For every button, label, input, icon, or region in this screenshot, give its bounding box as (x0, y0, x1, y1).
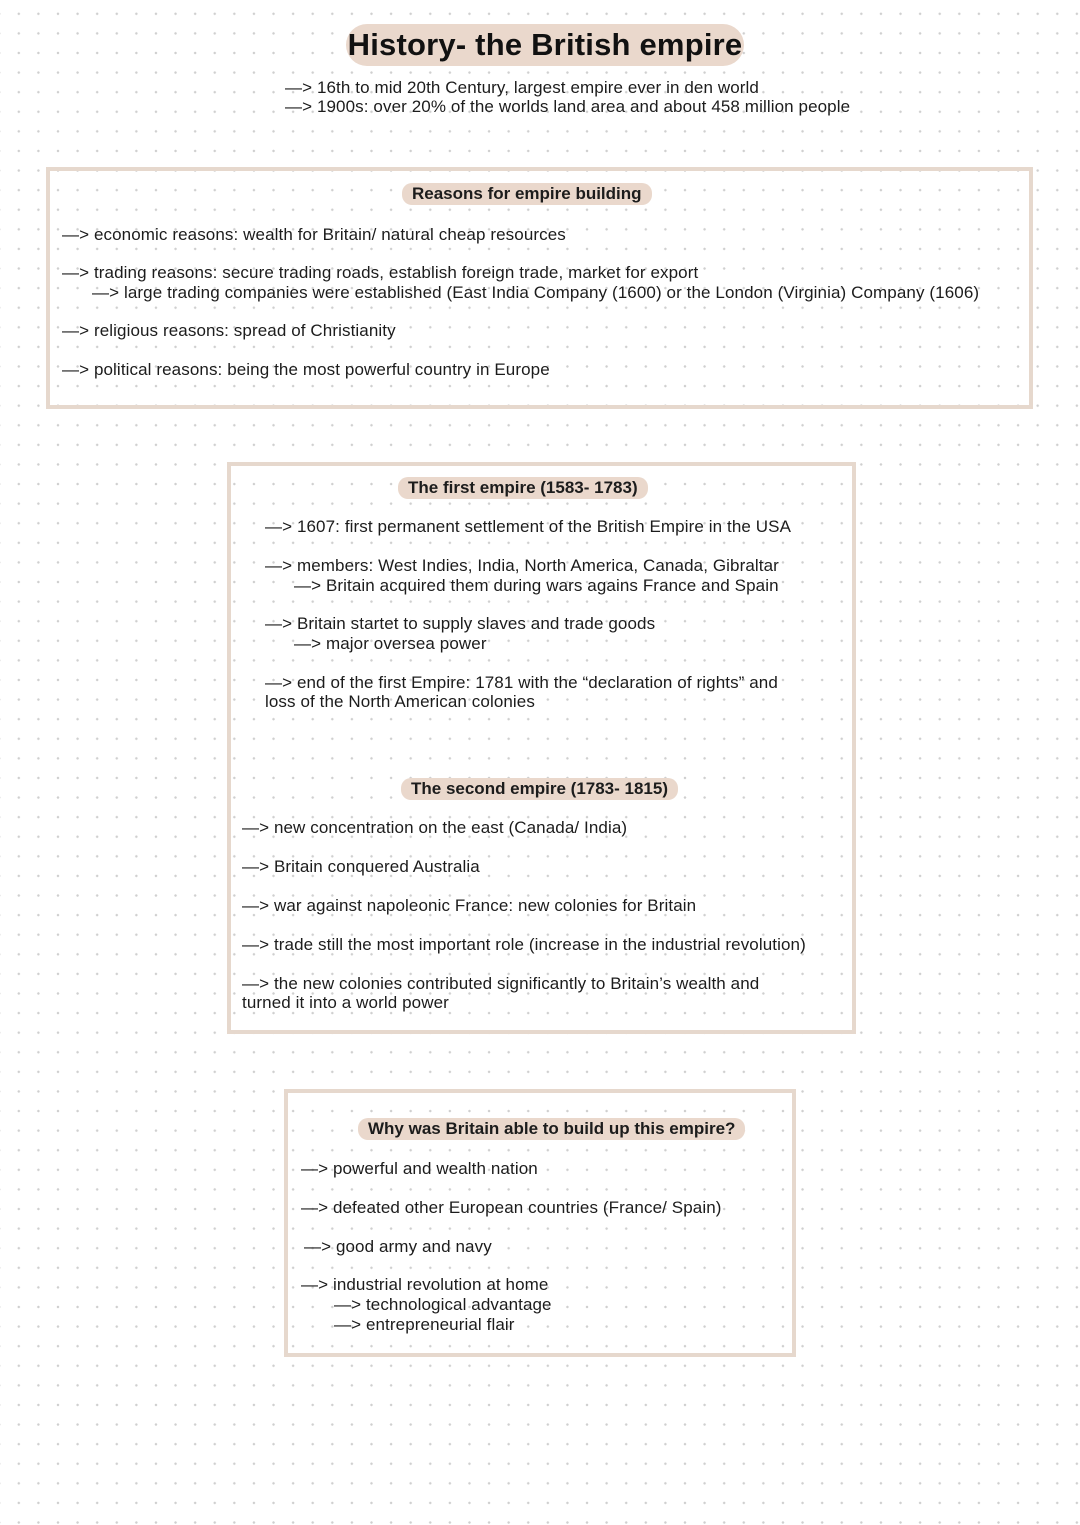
why-line: —> entrepreneurial flair (334, 1315, 515, 1334)
reasons-heading-wrap (402, 183, 652, 205)
reasons-line: —> trading reasons: secure trading roads, establish foreign trade, market for export (62, 263, 699, 282)
why-line: —> good army and navy (304, 1237, 492, 1256)
first-empire-line: —> 1607: first permanent settlement of the British Empire in the USA (265, 517, 792, 536)
first-empire-line: —> members: West Indies, India, North America, Canada, Gibraltar (265, 556, 779, 575)
second-empire-line: —> Britain conquered Australia (242, 857, 480, 876)
reasons-line: —> religious reasons: spread of Christianity (62, 321, 396, 340)
first-empire-heading-wrap (398, 477, 648, 499)
second-empire-heading-wrap (401, 778, 678, 800)
reasons-line: —> economic reasons: wealth for Britain/ natural cheap resources (62, 225, 566, 244)
why-heading-wrap (358, 1118, 745, 1140)
first-empire-line: loss of the North American colonies (265, 692, 535, 711)
why-line: —> industrial revolution at home (301, 1275, 549, 1294)
why-heading: Why was Britain able to build up this empire? (358, 1118, 745, 1140)
first-empire-line: —> major oversea power (294, 634, 487, 653)
reasons-line: —> political reasons: being the most powerful country in Europe (62, 360, 550, 379)
second-empire-line: —> trade still the most important role (increase in the industrial revolution) (242, 935, 806, 954)
second-empire-line: —> new concentration on the east (Canada/ India) (242, 818, 628, 837)
why-line: —> powerful and wealth nation (301, 1159, 538, 1178)
why-line: —> technological advantage (334, 1295, 552, 1314)
second-empire-line: —> the new colonies contributed significantly to Britain’s wealth and (242, 974, 760, 993)
first-empire-line: —> end of the first Empire: 1781 with the “declaration of rights” and (265, 673, 778, 692)
reasons-heading: Reasons for empire building (402, 183, 652, 205)
reasons-line: —> large trading companies were established (East India Company (1600) or the London (Virginia) Company (1606) (92, 283, 980, 302)
page-title: History- the British empire (346, 24, 744, 66)
second-empire-line: turned it into a world power (242, 993, 449, 1012)
intro-line: —> 16th to mid 20th Century, largest empire ever in den world (285, 78, 759, 97)
first-empire-line: —> Britain acquired them during wars agains France and Spain (294, 576, 779, 595)
second-empire-heading: The second empire (1783- 1815) (401, 778, 678, 800)
first-empire-line: —> Britain startet to supply slaves and trade goods (265, 614, 656, 633)
first-empire-heading: The first empire (1583- 1783) (398, 477, 648, 499)
why-line: —> defeated other European countries (France/ Spain) (301, 1198, 722, 1217)
intro-line: —> 1900s: over 20% of the worlds land area and about 458 million people (285, 97, 851, 116)
second-empire-line: —> war against napoleonic France: new colonies for Britain (242, 896, 697, 915)
